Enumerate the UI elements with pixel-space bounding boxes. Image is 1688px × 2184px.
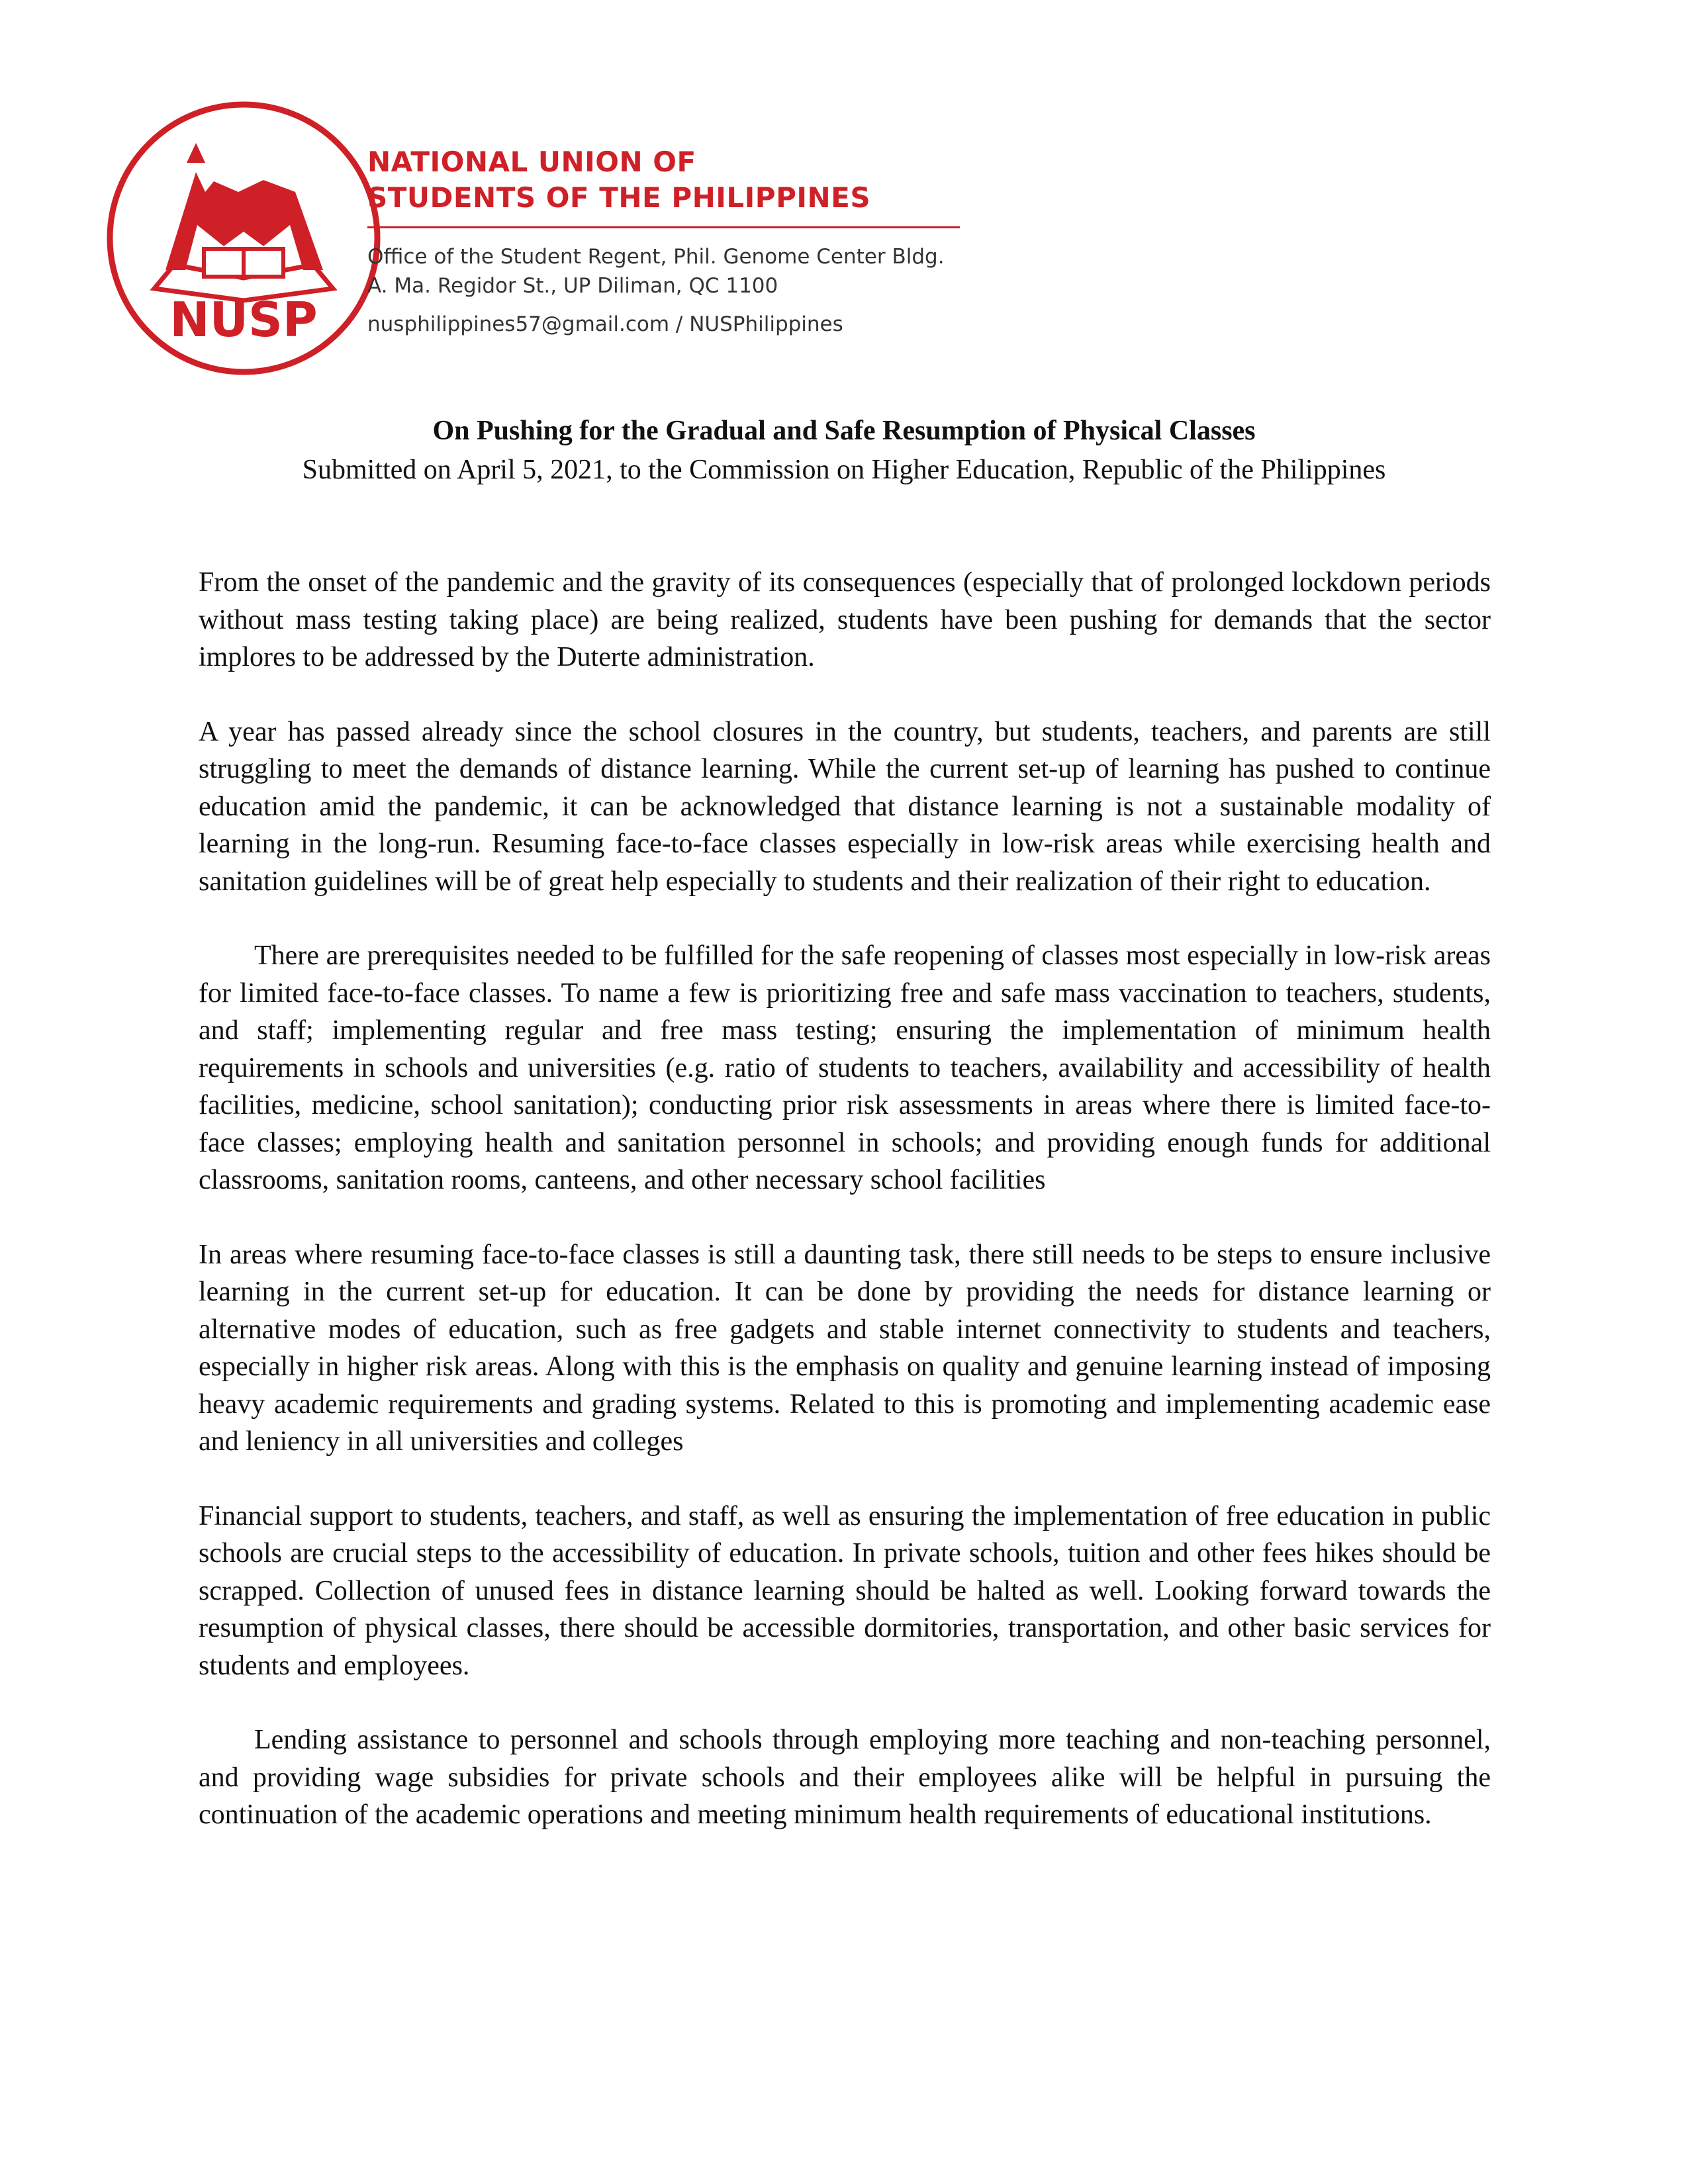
paragraph: A year has passed already since the school closures in the country, but students, teachers, and parents are still struggling to meet the demands of distance learning. While the current set-up of learning has pushed to continue education amid the pandemic, it can be acknowledged that distance learning is not a sustainable modality of learning in the long-run. Resuming face-to-face classes especially in low-risk areas while exercising health and sanitation guidelines will be of great help especially to students and their realization of their right to education.	[199, 716, 1491, 897]
paragraph: From the onset of the pandemic and the gravity of its consequences (especially that of prolonged lockdown periods without mass testing taking place) are being realized, students have been pushing for demands that the sector implores to be addressed by the Duterte administration.	[199, 567, 1491, 672]
letterhead	[93, 99, 980, 390]
organization-address	[367, 242, 945, 300]
paragraph: In areas where resuming face-to-face classes is still a daunting task, there still needs to be steps to ensure inclusive learning in the current set-up for education. It can be done by providing the needs for distance learning or alternative modes of education, such as free gadgets and stable internet connectivity to students and teachers, especially in higher risk areas. Along with this is the emphasis on quality and genuine learning instead of imposing heavy academic requirements and grading systems. Related to this is promoting and implementing academic ease and leniency in all universities and colleges	[199, 1239, 1491, 1457]
paragraph: Financial support to students, teachers, and staff, as well as ensuring the implementation of free education in public schools are crucial steps to the accessibility of education. In private schools, tuition and other fees hikes should be scrapped. Collection of unused fees in distance learning should be halted as well. Looking forward towards the resumption of physical classes, there should be accessible dormitories, transportation, and other basic services for students and employees.	[199, 1500, 1491, 1681]
paragraph: There are prerequisites needed to be fulfilled for the safe reopening of classes most especially in low-risk areas for limited face-to-face classes. To name a few is prioritizing free and safe mass vaccination to teachers, students, and staff; implementing regular and free mass testing; ensuring the implementation of minimum health requirements in schools and universities (e.g. ratio of students to teachers, availability and accessibility of health facilities, medicine, school sanitation); conducting prior risk assessments in areas where there is limited face-to-face classes; employing health and sanitation personnel in schools; and providing enough funds for additional classrooms, sanitation rooms, canteens, and other necessary school facilities	[199, 940, 1491, 1195]
org-name-line-1: NATIONAL UNION OF	[367, 146, 696, 178]
paragraph: Lending assistance to personnel and schools through employing more teaching and non-teaching personnel, and providing wage subsidies for private schools and their employees alike will be helpful in pursuing the continuation of the academic operations and meeting minimum health requirements of educational institutions.	[199, 1725, 1491, 1830]
address-line-1: Office of the Student Regent, Phil. Genome Center Bldg.	[367, 245, 945, 269]
document-subtitle: Submitted on April 5, 2021, to the Commission on Higher Education, Republic of the Philippines	[302, 455, 1386, 485]
nusp-seal-logo	[105, 99, 383, 377]
document-title: On Pushing for the Gradual and Safe Resumption of Physical Classes	[432, 416, 1256, 446]
org-name-line-2: STUDENTS OF THE PHILIPPINES	[367, 181, 871, 214]
document-body	[199, 564, 1491, 1834]
letterhead-divider	[367, 226, 960, 228]
logo-text: NUSP	[169, 292, 318, 347]
organization-name	[367, 144, 870, 216]
address-line-2: A. Ma. Regidor St., UP Diliman, QC 1100	[367, 274, 778, 298]
organization-contact: nusphilippines57@gmail.com / NUSPhilippines	[367, 312, 843, 336]
